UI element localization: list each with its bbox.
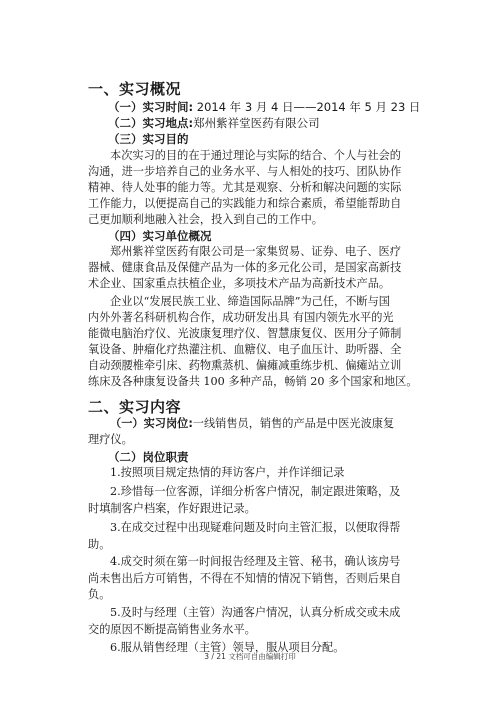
section2-title: 二、实习内容 [88,398,182,416]
internship-time-label: （一）实习时间: [108,100,194,114]
internship-place-value: 郑州紫祥堂医药有限公司 [193,116,320,130]
internship-place-label: （二）实习地点: [108,116,194,130]
text-line: 负。 [88,588,111,601]
text-line: 时填制客户档案，作好跟进记录。 [88,501,256,515]
list-item [88,605,413,638]
text-line: 5.及时与经理（主管）沟通客户情况，认真分析成交或未成 [110,606,401,619]
text-line: 理疗仪。 [88,433,133,446]
text-line: 尚未售出后方可销售，不得在不知情的情况下销售，否则后果自 [88,571,402,585]
text-line: 内外外著名科研机构合作，成功研发出具 有国内领先水平的光 [88,311,394,324]
post-paragraph [88,416,410,448]
text-line: 己更加顺利地融入社会，投入到自己的工作中。 [88,213,323,226]
unit-overview-label: （四）实习单位概况 [108,229,212,243]
text-line: 4.成交时须在第一时间报告经理及主管、秘书，确认该房号 [110,555,401,568]
text-line: 1.按照项目规定热情的拜访客户，并作详细记录 [110,466,345,479]
unit-overview-heading [108,228,212,244]
text-line: 本次实习的目的在于通过理论与实际的结合、个人与社会的 [110,149,401,162]
text-line: 自动颈腰椎牵引床、药物熏蒸机、偏瘫减重练步机、偏瘫站立训 [88,359,402,372]
text-line: 器械、健康食品及保健产品为一体的多元化公司，是国家高新技 [88,261,402,274]
text-line: 企业以“发展民族工业、缔造国际品牌”为己任，不断与国 [110,295,390,308]
internship-time-value: 2014 年 3 月 4 日——2014 年 5 月 23 日 [193,100,421,114]
text-line: 工作能力，以便提高自己的实践能力和综合素质，希望能帮助自 [88,197,402,210]
text-line: 交的原因不断提高销售业务水平。 [88,622,256,636]
list-item [88,520,413,553]
post-value: 一线销售员，销售的产品是中医光波康复 [192,417,395,430]
list-item [88,484,413,517]
section1-title: 一、实习概况 [88,80,182,98]
text-line: 氧设备、肿瘤化疗热灌注机、血糖仪、电子血压计、助听器、全 [88,343,402,356]
text-line: 沟通，进一步培养自己的业务水平、与人相处的技巧、团队协作 [88,165,402,178]
text-line: 郑州紫祥堂医药有限公司是一家集贸易、证券、电子、医疗 [110,245,401,258]
text-line: 精神、待人处事的能力等。尤其是观察、分析和解决问题的实际 [88,181,402,194]
duty-label: （二）岗位职责 [108,450,189,464]
duty-heading [108,449,189,465]
purpose-paragraph [88,148,410,228]
internship-purpose-label: （三）实习目的 [108,132,189,146]
text-line: 3.在成交过程中出现疑难问题及时向主管汇报，以便取得帮 [110,521,401,534]
internship-time [108,99,420,115]
text-line: 助。 [88,537,111,551]
list-item [88,465,413,482]
text-line: 2.珍惜每一位客源，详细分析客户情况，制定跟进策略，及 [110,485,401,498]
page-footer: 3 / 21 文档可自由编辑打印 [204,652,296,661]
internship-purpose-heading [108,131,189,147]
text-line: 术企业、国家重点扶植企业，多项技术产品为高新技术产品。 [88,277,391,290]
text-line [88,416,410,432]
text-line: 6.服从销售经理（主管）领导，服从项目分配。 [110,641,345,654]
list-item [88,554,413,604]
unit-paragraph-2 [88,294,418,390]
post-label: （一）实习岗位: [110,417,193,430]
internship-place [108,115,320,131]
text-line: 能微电脑治疗仪、光波康复理疗仪、智慧康复仪、医用分子筛制 [88,327,402,340]
text-line: 练床及各种康复设备共 100 多种产品，畅销 20 多个国家和地区。 [88,375,418,388]
unit-paragraph-1 [88,244,410,292]
